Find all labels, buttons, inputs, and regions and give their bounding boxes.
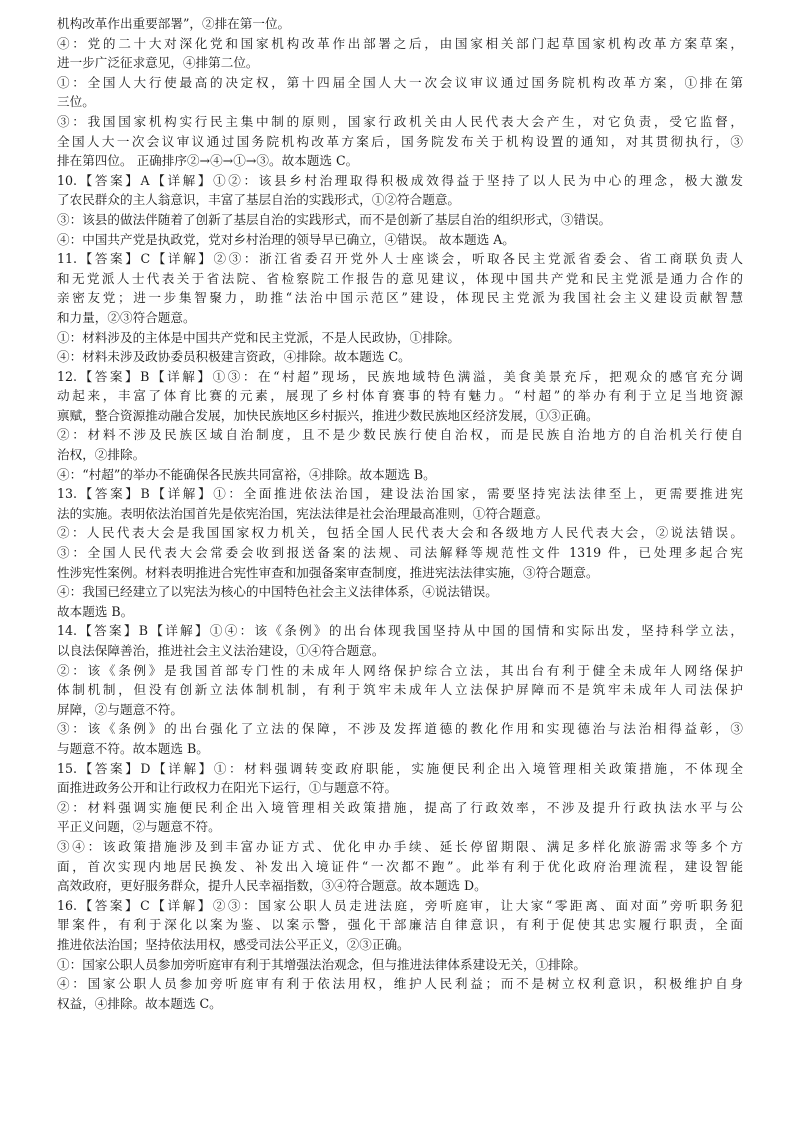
text-line: 高效政府，更好服务群众，提升人民幸福指数，③④符合题意。故本题选 D。 bbox=[57, 878, 487, 894]
text-line: 面推进政务公开和让行政权力在阳光下运行，①与题意不符。 bbox=[57, 780, 398, 796]
text-line: 亲密友党；进一步集智聚力，助推“法治中国示范区”建设，体现民主党派为我国社会主义建设贡献智慧 bbox=[57, 290, 743, 306]
text-line: 权益，④排除。故本题选 C。 bbox=[57, 995, 222, 1011]
text-line: 治权，②排除。 bbox=[57, 447, 146, 463]
text-line: ③：全国人民代表大会常委会收到报送备案的法规、司法解释等规范性文件 1319 件，已处理多起合宪 bbox=[57, 545, 743, 561]
text-line: 法的实施。表明依法治国首先是依宪治国，宪法法律是社会治理最高准则，①符合题意。 bbox=[57, 505, 549, 521]
text-line: ④：材料未涉及政协委员积极建言资政，④排除。故本题选 C。 bbox=[57, 349, 411, 365]
text-line: ③：我国国家机构实行民主集中制的原则，国家行政机关由人民代表大会产生，对它负责，受它监督， bbox=[57, 113, 743, 129]
text-line: 故本题选 B。 bbox=[57, 603, 134, 619]
text-line: 13.【答案】B【详解】①：全面推进依法治国，建设法治国家，需要坚持宪法法律至上，更需要推进宪 bbox=[57, 486, 743, 502]
text-line: 禀赋，整合资源推动融合发展，加快民族地区乡村振兴，推进少数民族地区经济发展，①③正确。 bbox=[57, 407, 599, 423]
text-line: 罪案件，有利于深化以案为鉴、以案示警，强化干部廉洁自律意识，有利于促使其忠实履行职责，全面 bbox=[57, 917, 743, 933]
text-line: ④：党的二十大对深化党和国家机构改革作出部署之后，由国家相关部门起草国家机构改革方案草案， bbox=[57, 35, 743, 51]
text-line: 和力量，②③符合题意。 bbox=[57, 309, 196, 325]
text-line: 机构改革作出重要部署”，②排在第一位。 bbox=[57, 16, 291, 31]
text-line: 15.【答案】D【详解】①：材料强调转变政府职能，实施便民利企出入境管理相关政策措施，不体现全 bbox=[57, 760, 743, 776]
text-line: ④：中国共产党是执政党，党对乡村治理的领导早已确立，④错误。 故本题选 A。 bbox=[57, 231, 515, 247]
text-line: 全国人大一次会议审议通过国务院机构改革方案后，国务院发布关于机构设置的通知，对其贯彻执行，③ bbox=[57, 133, 743, 149]
text-line: ②：材料不涉及民族区域自治制度，且不是少数民族行使自治权，而是民族自治地方的自治机关行使自 bbox=[57, 427, 743, 443]
text-line: ①：材料涉及的主体是中国共产党和民主党派，不是人民政协，①排除。 bbox=[57, 329, 460, 345]
text-line: 推进依法治国；坚持依法用权，感受司法公平正义，②③正确。 bbox=[57, 936, 410, 952]
text-line: 12.【答案】B【详解】①③：在“村超”现场，民族地域特色满溢，美食美景充斥，把观众的感官充分调 bbox=[57, 368, 743, 384]
text-line: 三位。 bbox=[57, 94, 95, 110]
text-line: ③：该《条例》的出台强化了立法的保障，不涉及发挥道德的教化作用和实现德治与法治相得益彰，③ bbox=[57, 721, 743, 737]
text-line: 14.【答案】B【详解】①④：该《条例》的出台体现我国坚持从中国的国情和实际出发，坚持科学立法， bbox=[57, 623, 743, 639]
text-line: 面，首次实现内地居民换发、补发出入境证件“一次都不跑”。此举有利于优化政府治理流程，建设智能 bbox=[57, 858, 743, 874]
text-line: 平正义问题，②与题意不符。 bbox=[57, 819, 221, 835]
text-line: 了农民群众的主人翁意识，丰富了基层自治的实践形式，①②符合题意。 bbox=[57, 192, 460, 208]
text-line: 体制机制，但没有创新立法体制机制，有利于筑牢未成年人立法保护屏障而不是筑牢未成年人司法保护 bbox=[57, 682, 743, 698]
text-line: 性涉宪性案例。材料表明推进合宪性审查和加强备案审查制度，推进宪法法律实施，③符合题意。 bbox=[57, 564, 599, 580]
text-line: 11.【答案】C【详解】②③：浙江省委召开党外人士座谈会，听取各民主党派省委会、省工商联负责人 bbox=[57, 251, 743, 267]
text-line: ④：“村超”的举办不能确保各民族共同富裕，④排除。故本题选 B。 bbox=[57, 466, 436, 482]
text-line: 与题意不符。故本题选 B。 bbox=[57, 740, 209, 756]
text-line: 16.【答案】C【详解】②③：国家公职人员走进法庭，旁听庭审，让大家“零距离、面对面”旁听职务犯 bbox=[57, 897, 743, 913]
text-line: ①：国家公职人员参加旁听庭审有利于其增强法治观念，但与推进法律体系建设无关，①排除。 bbox=[57, 956, 586, 972]
text-line: ④：我国已经建立了以宪法为核心的中国特色社会主义法律体系，④说法错误。 bbox=[57, 584, 498, 600]
text-line: 10.【答案】A【详解】①②：该县乡村治理取得积极成效得益于坚持了以人民为中心的理念，极大激发 bbox=[57, 172, 743, 188]
answer-explanation-page bbox=[57, 14, 743, 1013]
text-line: ③④：该政策措施涉及到丰富办证方式、优化申办手续、延长停留期限、满足多样化旅游需求等多个方 bbox=[57, 838, 743, 854]
text-line: ②：人民代表大会是我国国家权力机关，包括全国人民代表大会和各级地方人民代表大会，②说法错误。 bbox=[57, 525, 743, 541]
text-line: 进一步广泛征求意见，④排第二位。 bbox=[57, 55, 259, 71]
text-line: 以良法保障善治，推进社会主义法治建设，①④符合题意。 bbox=[57, 643, 385, 658]
text-line: ③：该县的做法伴随着了创新了基层自治的实践形式，而不是创新了基层自治的组织形式，③错误。 bbox=[57, 211, 612, 227]
text-line: 动起来，丰富了体育比赛的元素，展现了乡村体育赛事的特有魅力。“村超”的举办有利于立足当地资源 bbox=[57, 388, 743, 404]
text-line: ②：该《条例》是我国首部专门性的未成年人网络保护综合立法，其出台有利于健全未成年人网络保护 bbox=[57, 662, 743, 678]
text-line: 排在第四位。 正确排序②→④→①→③。故本题选 C。 bbox=[57, 153, 359, 169]
text-line: ②：材料强调实施便民利企出入境管理相关政策措施，提高了行政效率，不涉及提升行政执法水平与公 bbox=[57, 799, 743, 815]
text-line: ④：国家公职人员参加旁听庭审有利于依法用权，维护人民利益；而不是树立权利意识，积极维护自身 bbox=[57, 976, 743, 992]
text-line: 屏障，②与题意不符。 bbox=[57, 701, 183, 717]
text-line: ①：全国人大行使最高的决定权，第十四届全国人大一次会议审议通过国务院机构改革方案，①排在第 bbox=[57, 74, 743, 90]
text-line: 和无党派人士代表关于省法院、省检察院工作报告的意见建议，体现中国共产党和民主党派是通力合作的 bbox=[57, 270, 743, 286]
